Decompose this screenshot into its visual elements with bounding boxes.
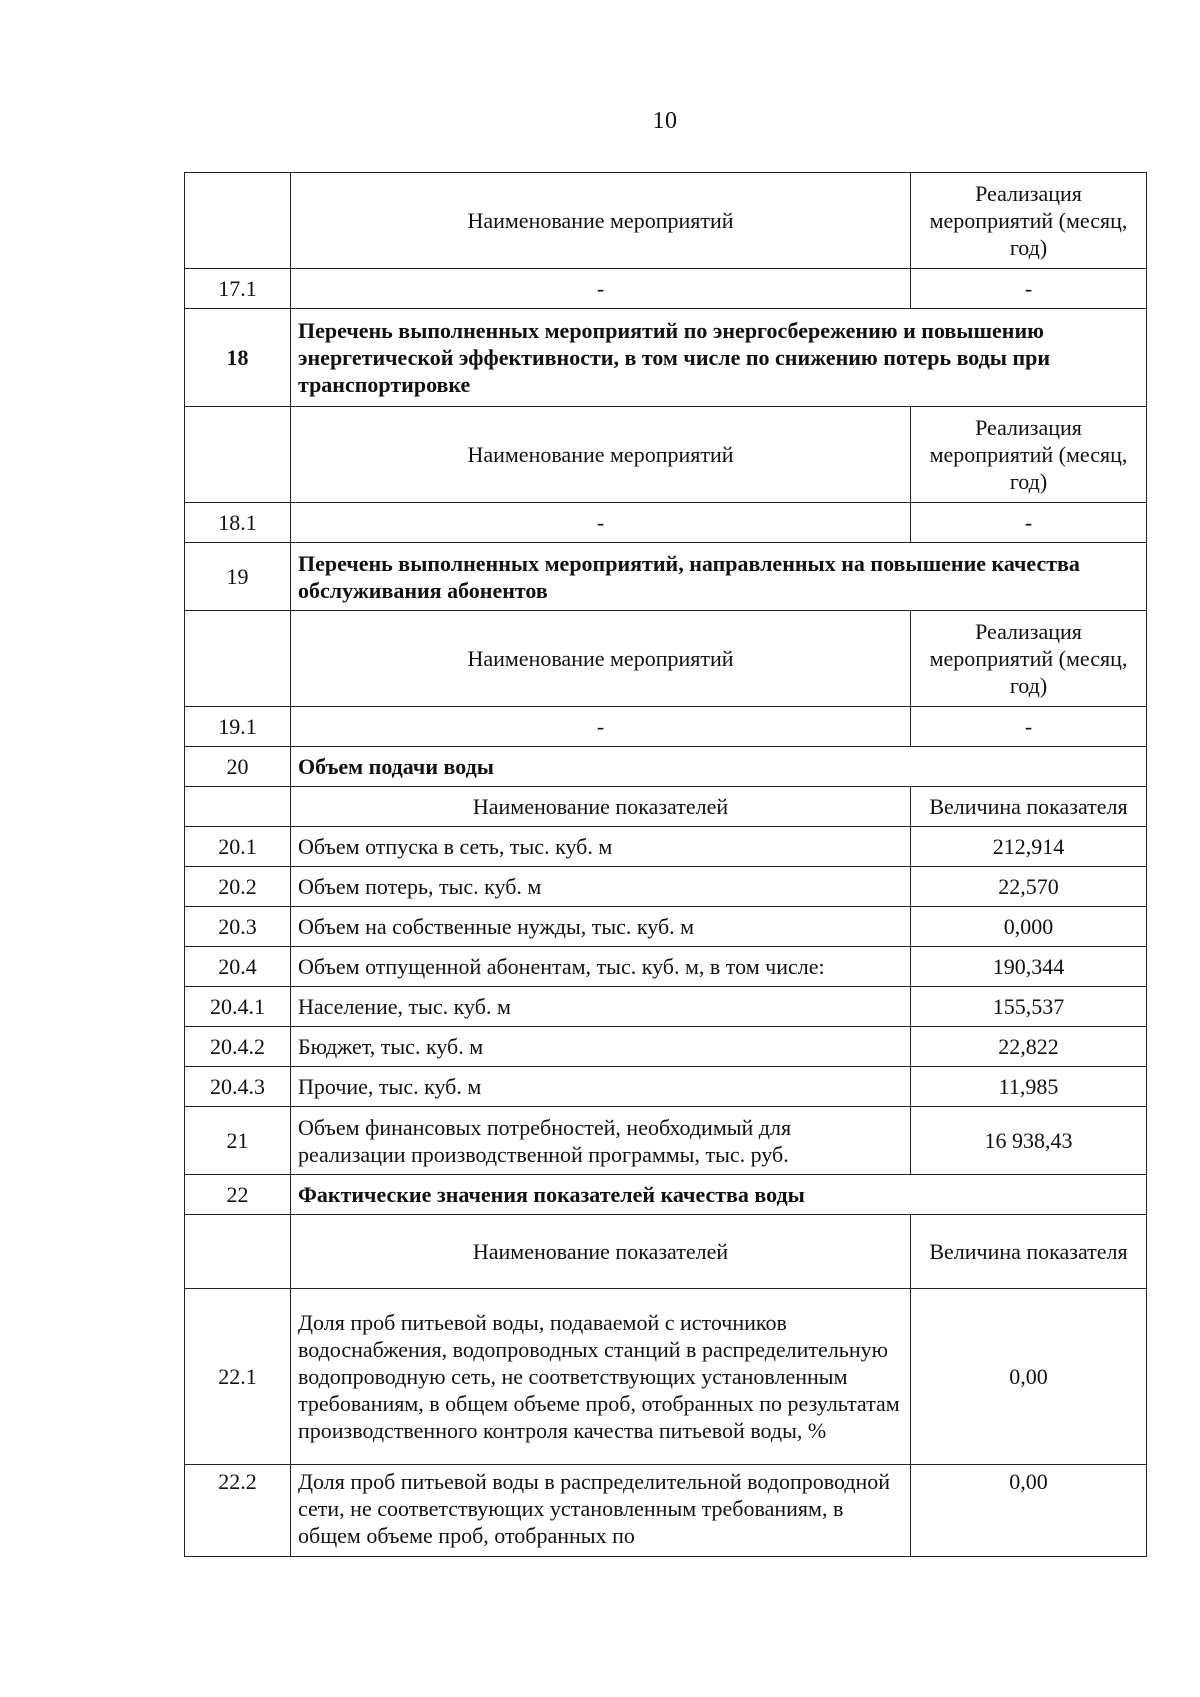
row-name: -: [291, 707, 911, 747]
row-number: 18.1: [185, 503, 291, 543]
row-number: 21: [185, 1107, 291, 1175]
row-name: Объем отпуска в сеть, тыс. куб. м: [291, 827, 911, 867]
table-row: [185, 503, 1147, 543]
row-number: 17.1: [185, 269, 291, 309]
indicators-value-header: Величина показателя: [911, 787, 1147, 827]
section-title: Объем подачи воды: [291, 747, 1147, 787]
table-row: [185, 1107, 1147, 1175]
row-number: 22.1: [185, 1289, 291, 1465]
row-name: Доля проб питьевой воды в распределительной водопроводной сети, не соответствующих установленным требованиям, в общем объеме проб, отобранных по: [291, 1465, 911, 1557]
indicators-value-header: Величина показателя: [911, 1215, 1147, 1289]
table-row: [185, 827, 1147, 867]
section-title: Фактические значения показателей качества воды: [291, 1175, 1147, 1215]
section-row: [185, 747, 1147, 787]
empty-cell: [185, 173, 291, 269]
empty-cell: [185, 611, 291, 707]
row-number: 20.4.3: [185, 1067, 291, 1107]
table-row: [185, 867, 1147, 907]
table-header-row: [185, 611, 1147, 707]
section-number: 18: [185, 309, 291, 407]
row-name: -: [291, 503, 911, 543]
section-row: [185, 543, 1147, 611]
table-row: [185, 907, 1147, 947]
row-number: 20.4.2: [185, 1027, 291, 1067]
section-number: 19: [185, 543, 291, 611]
row-value: -: [911, 269, 1147, 309]
row-number: 19.1: [185, 707, 291, 747]
measures-name-header: Наименование мероприятий: [291, 173, 911, 269]
row-value: 190,344: [911, 947, 1147, 987]
table-header-row: [185, 1215, 1147, 1289]
row-value: 22,822: [911, 1027, 1147, 1067]
row-value: 212,914: [911, 827, 1147, 867]
row-value: -: [911, 503, 1147, 543]
row-value: 16 938,43: [911, 1107, 1147, 1175]
section-row: [185, 1175, 1147, 1215]
row-number: 20.4.1: [185, 987, 291, 1027]
row-value: 0,00: [911, 1465, 1147, 1557]
table-row: [185, 1067, 1147, 1107]
row-name: Объем финансовых потребностей, необходимый для реализации производственной программы, тыс. руб.: [291, 1107, 911, 1175]
row-name: Объем потерь, тыс. куб. м: [291, 867, 911, 907]
row-value: 11,985: [911, 1067, 1147, 1107]
row-value: 22,570: [911, 867, 1147, 907]
row-name: Прочие, тыс. куб. м: [291, 1067, 911, 1107]
page-number: 10: [652, 108, 678, 134]
indicators-name-header: Наименование показателей: [291, 1215, 911, 1289]
section-title: Перечень выполненных мероприятий, направленных на повышение качества обслуживания абонентов: [291, 543, 1147, 611]
row-name: Доля проб питьевой воды, подаваемой с источников водоснабжения, водопроводных станций в распределительную водопроводную сеть, не соответствующих установленным требованиям, в общем объеме проб, отобранных по результатам производственного контроля качества питьевой воды, %: [291, 1289, 911, 1465]
table-row: [185, 1465, 1147, 1557]
row-name: Объем на собственные нужды, тыс. куб. м: [291, 907, 911, 947]
measures-impl-header: Реализация мероприятий (месяц, год): [911, 611, 1147, 707]
section-number: 22: [185, 1175, 291, 1215]
empty-cell: [185, 1215, 291, 1289]
indicators-name-header: Наименование показателей: [291, 787, 911, 827]
section-row: [185, 309, 1147, 407]
section-number: 20: [185, 747, 291, 787]
table-row: [185, 1289, 1147, 1465]
row-value: 0,00: [911, 1289, 1147, 1465]
table-row: [185, 269, 1147, 309]
empty-cell: [185, 407, 291, 503]
row-value: -: [911, 707, 1147, 747]
table-header-row: [185, 173, 1147, 269]
row-value: 0,000: [911, 907, 1147, 947]
table-header-row: [185, 407, 1147, 503]
row-number: 20.4: [185, 947, 291, 987]
table-row: [185, 947, 1147, 987]
table-row: [185, 1027, 1147, 1067]
row-value: 155,537: [911, 987, 1147, 1027]
row-number: 22.2: [185, 1465, 291, 1557]
section-title: Перечень выполненных мероприятий по энергосбережению и повышению энергетической эффективности, в том числе по снижению потерь воды при транспортировке: [291, 309, 1147, 407]
table-row: [185, 707, 1147, 747]
row-name: Население, тыс. куб. м: [291, 987, 911, 1027]
measures-name-header: Наименование мероприятий: [291, 611, 911, 707]
table-header-row: [185, 787, 1147, 827]
measures-name-header: Наименование мероприятий: [291, 407, 911, 503]
row-number: 20.1: [185, 827, 291, 867]
empty-cell: [185, 787, 291, 827]
row-name: -: [291, 269, 911, 309]
measures-impl-header: Реализация мероприятий (месяц, год): [911, 173, 1147, 269]
measures-impl-header: Реализация мероприятий (месяц, год): [911, 407, 1147, 503]
table-row: [185, 987, 1147, 1027]
row-number: 20.3: [185, 907, 291, 947]
report-table: [184, 172, 1147, 1557]
row-number: 20.2: [185, 867, 291, 907]
row-name: Бюджет, тыс. куб. м: [291, 1027, 911, 1067]
row-name: Объем отпущенной абонентам, тыс. куб. м, в том числе:: [291, 947, 911, 987]
